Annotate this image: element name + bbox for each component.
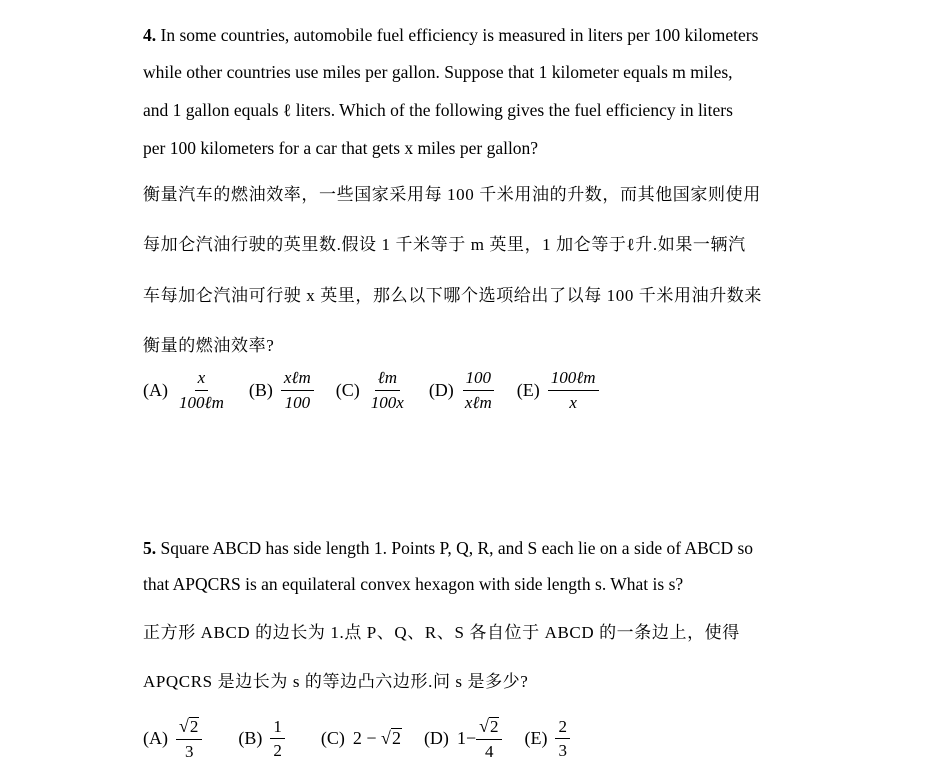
q4-choice-b-denominator: 100 xyxy=(284,392,311,412)
q4-choice-d-denominator: xℓm xyxy=(464,392,492,412)
q5-choice-e-numerator: 2 xyxy=(555,717,570,740)
q5-choice-a-sqrt xyxy=(179,716,199,737)
q5-choices xyxy=(143,716,592,761)
q5-choice-b-fraction xyxy=(270,717,285,761)
q5-choice-e-denominator: 3 xyxy=(558,741,567,761)
q4-en-line-1 xyxy=(143,25,758,46)
q4-choice-d-fraction xyxy=(462,368,495,412)
q4-choice-e-label: (E) xyxy=(516,379,540,400)
q4-en-line-4: per 100 kilometers for a car that gets x miles per gallon? xyxy=(143,138,539,158)
q4-choice-a-numerator: x xyxy=(195,368,209,391)
q5-choice-b-numerator: 1 xyxy=(270,717,285,740)
q5-choice-c-sqrt xyxy=(381,728,402,749)
q5-choice-d-radicand: 2 xyxy=(489,717,499,736)
q5-choice-b[interactable] xyxy=(238,717,285,761)
q4-en-text-1: In some countries, automobile fuel efficiency is measured in liters per 100 kilometers xyxy=(160,25,759,45)
q4-choice-c[interactable] xyxy=(336,368,407,412)
q5-choice-a-label: (A) xyxy=(143,728,168,749)
q5-choice-c-prefix: 2 − xyxy=(352,728,377,749)
q4-choice-d-label: (D) xyxy=(428,379,454,400)
radical-sign-icon: √ xyxy=(479,716,489,736)
q5-choice-e[interactable] xyxy=(524,717,569,761)
q4-choice-e-fraction xyxy=(548,368,599,412)
q5-choice-b-denominator: 2 xyxy=(273,741,282,761)
q5-choice-d-sqrt xyxy=(479,716,499,737)
q4-choice-b-fraction xyxy=(281,368,314,412)
q4-choice-a-denominator: 100ℓm xyxy=(179,392,224,412)
q4-en-line-3: and 1 gallon equals ℓ liters. Which of the following gives the fuel efficiency in liters xyxy=(143,100,733,120)
q5-zh-line-2: APQCRS 是边长为 s 的等边凸六边形.问 s 是多少? xyxy=(143,672,529,691)
q5-en-text-1: Square ABCD has side length 1. Points P, Q, R, and S each lie on a side of ABCD so xyxy=(160,538,754,558)
q5-en-line-1 xyxy=(143,538,753,559)
q4-choice-c-label: (C) xyxy=(335,379,360,400)
q4-zh-line-2: 每加仑汽油行驶的英里数.假设 1 千米等于 m 英里，1 加仑等于ℓ升.如果一辆汽 xyxy=(143,235,746,254)
q4-choice-e[interactable] xyxy=(517,368,599,412)
q4-choices xyxy=(143,368,621,412)
radical-sign-icon: √ xyxy=(381,728,391,749)
q4-choice-c-fraction xyxy=(368,368,407,412)
q5-choice-a-radicand: 2 xyxy=(189,717,199,736)
q4-choice-e-denominator: x xyxy=(569,392,577,412)
q5-choice-d[interactable] xyxy=(424,716,503,761)
q4-choice-e-numerator: 100ℓm xyxy=(548,368,599,391)
q4-zh-line-4: 衡量的燃油效率? xyxy=(143,336,275,355)
q4-choice-c-numerator: ℓm xyxy=(375,368,400,391)
q4-choice-a-label: (A) xyxy=(143,379,168,400)
q5-choice-e-label: (E) xyxy=(524,728,548,749)
q4-zh-line-3: 车每加仑汽油可行驶 x 英里，那么以下哪个选项给出了以每 100 千米用油升数来 xyxy=(143,286,762,305)
q5-choice-c-label: (C) xyxy=(320,728,345,749)
q4-number: 4. xyxy=(143,25,157,45)
q5-zh-line-1: 正方形 ABCD 的边长为 1.点 P、Q、R、S 各自位于 ABCD 的一条边上，使得 xyxy=(143,623,740,642)
q5-choice-c-expression xyxy=(353,728,402,749)
q5-choice-d-denominator: 4 xyxy=(485,741,494,761)
q4-choice-d-numerator: 100 xyxy=(463,368,495,391)
q5-choice-c-radicand: 2 xyxy=(391,728,401,749)
q5-choice-d-prefix: 1− xyxy=(456,728,477,749)
q5-choice-a-numerator xyxy=(176,716,202,740)
q5-en-line-2: that APQCRS is an equilateral convex hexagon with side length s. What is s? xyxy=(143,574,684,594)
q5-choice-a[interactable] xyxy=(143,716,202,761)
q5-choice-c[interactable] xyxy=(321,728,402,749)
q5-choice-d-fraction xyxy=(476,716,502,761)
q5-choice-a-fraction xyxy=(176,716,202,761)
q4-choice-a-fraction xyxy=(176,368,227,412)
q4-choice-a[interactable] xyxy=(143,368,227,412)
q4-choice-d[interactable] xyxy=(429,368,495,412)
q4-zh-line-1: 衡量汽车的燃油效率，一些国家采用每 100 千米用油的升数，而其他国家则使用 xyxy=(143,185,761,204)
q5-choice-a-denominator: 3 xyxy=(184,741,194,761)
q5-choice-b-label: (B) xyxy=(238,728,263,749)
q4-choice-b-label: (B) xyxy=(248,379,273,400)
q4-en-line-2: while other countries use miles per gallon. Suppose that 1 kilometer equals m miles, xyxy=(143,62,733,82)
q5-choice-d-label: (D) xyxy=(423,728,449,749)
q5-number: 5. xyxy=(143,538,157,558)
q4-choice-b-numerator: xℓm xyxy=(281,368,314,391)
q5-choice-d-numerator xyxy=(476,716,502,740)
radical-sign-icon: √ xyxy=(179,716,189,736)
q5-choice-e-fraction xyxy=(555,717,570,761)
q4-choice-b[interactable] xyxy=(249,368,314,412)
q4-choice-c-denominator: 100x xyxy=(370,392,404,412)
